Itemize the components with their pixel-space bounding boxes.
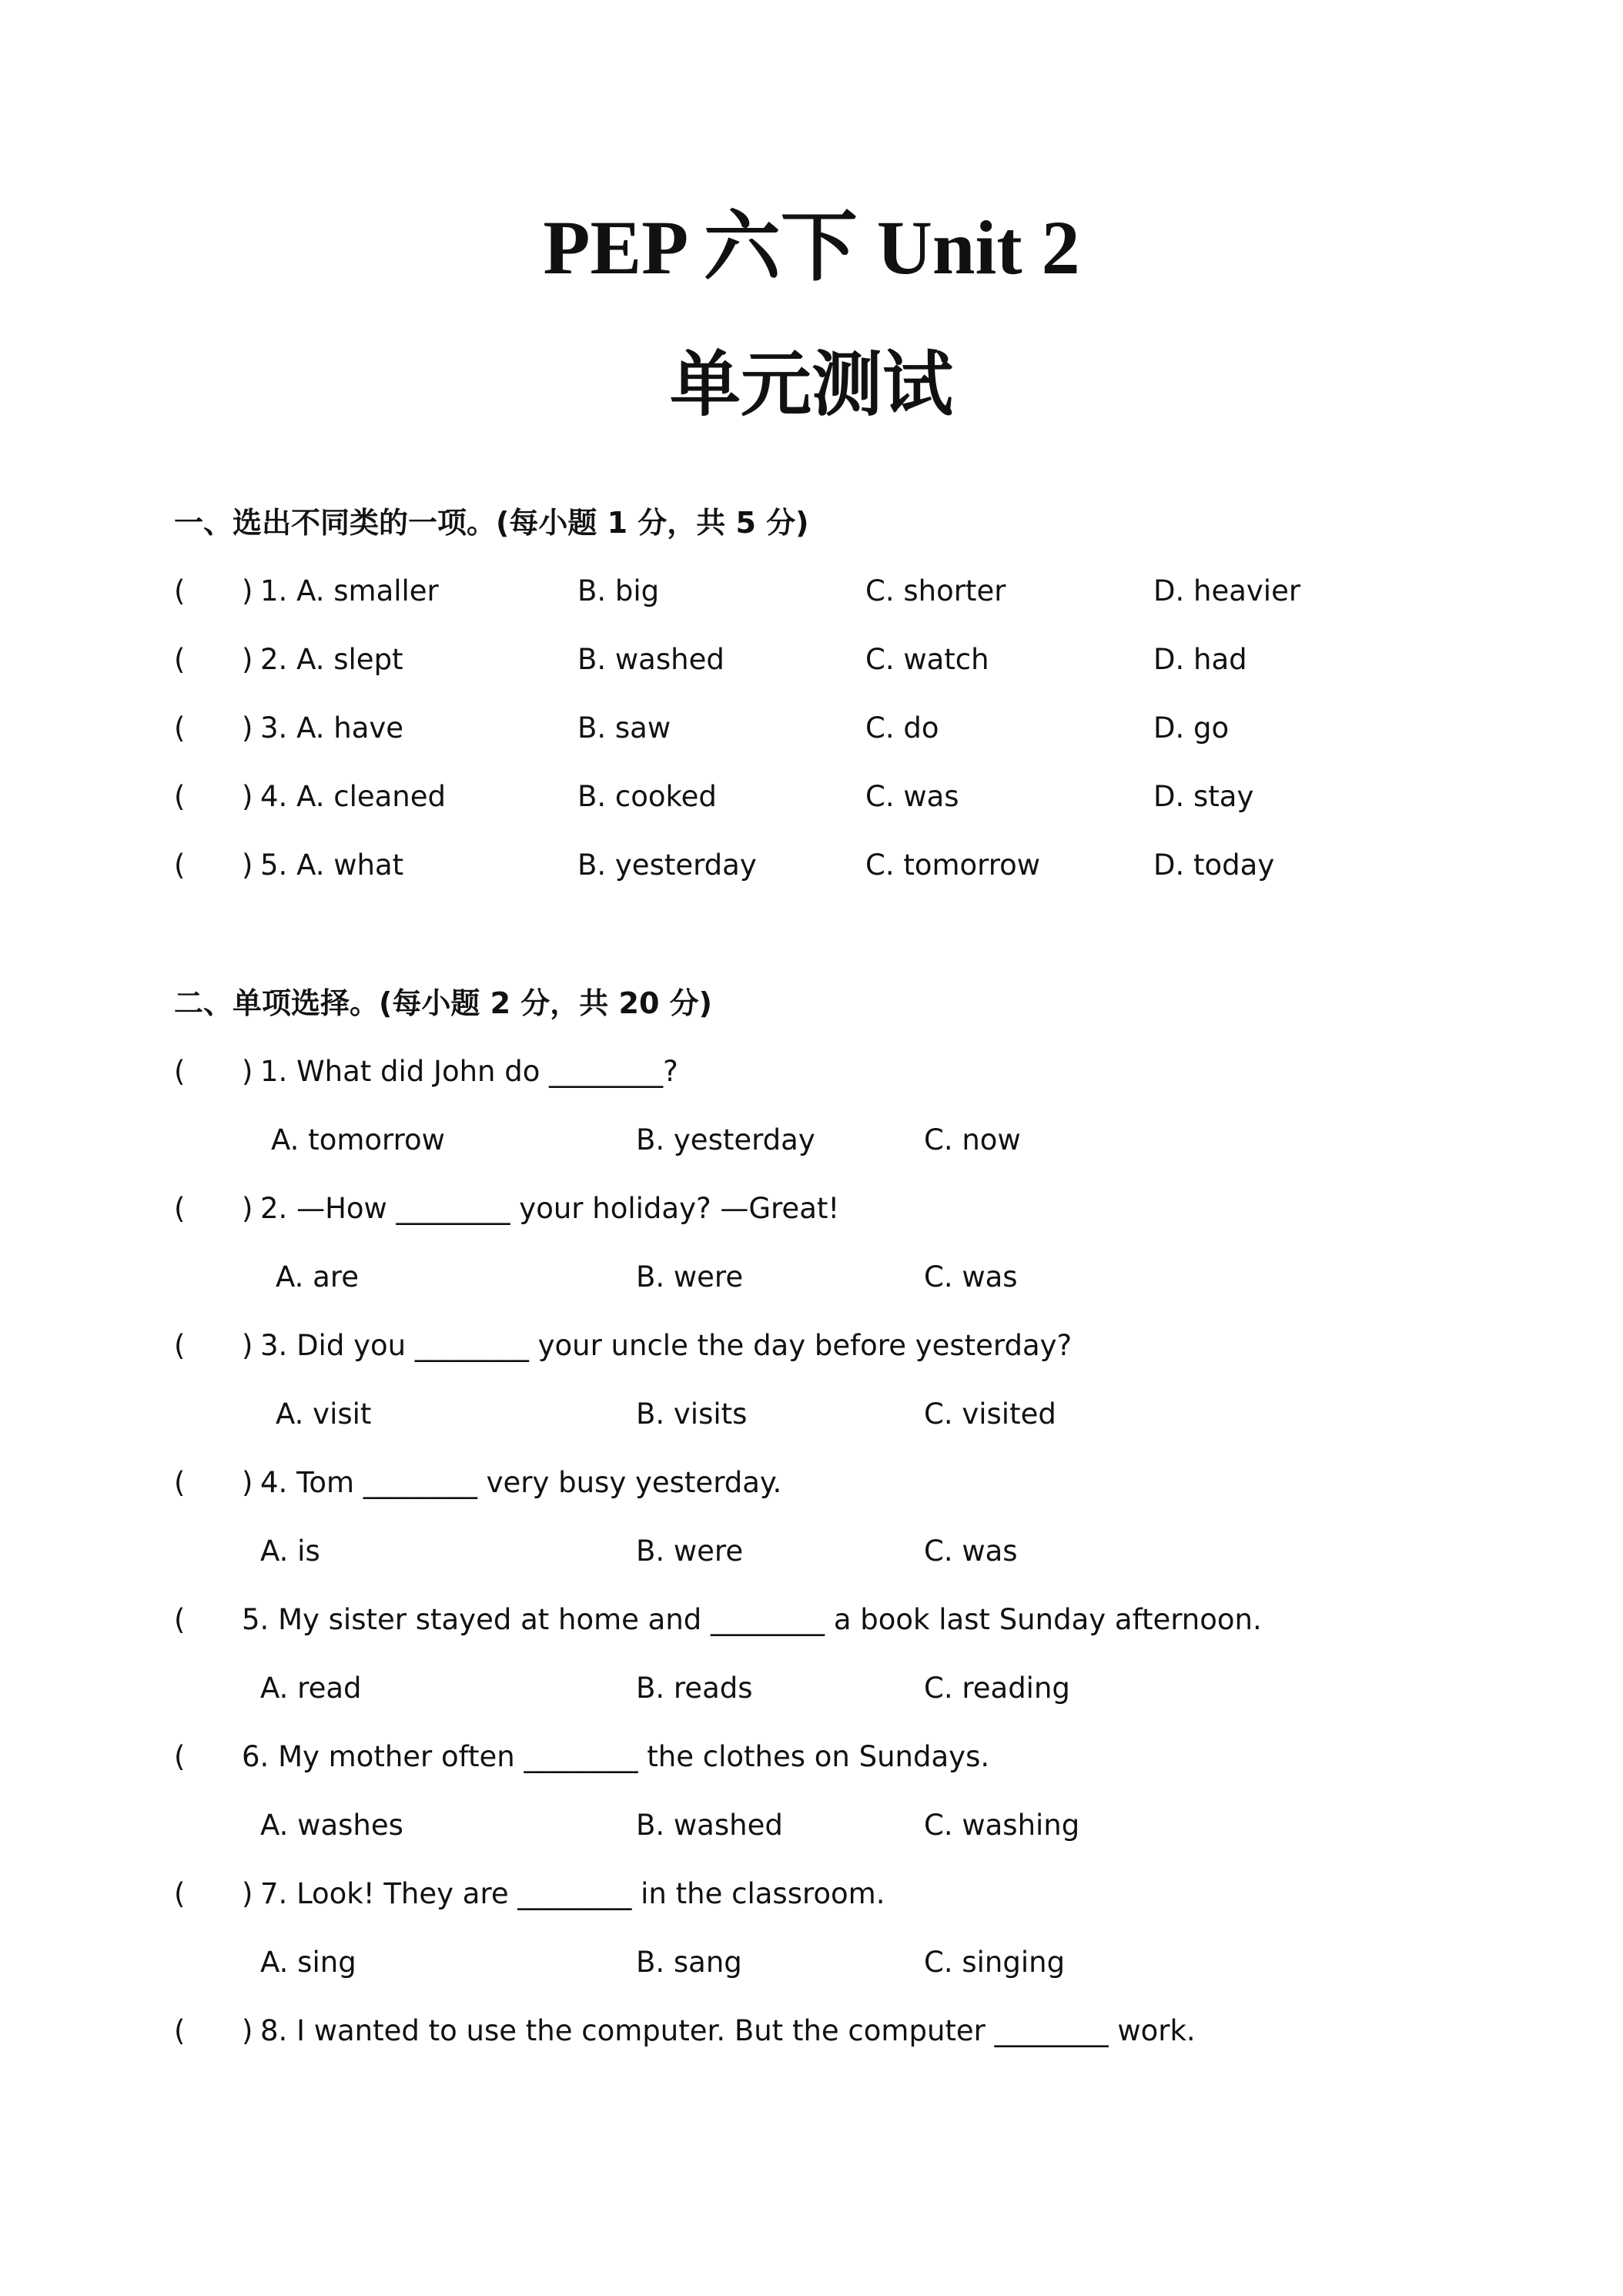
s2-question-3 [0,1324,1623,1367]
option-b: B. washed [577,643,724,676]
option-c: C. tomorrow [865,848,1041,882]
answer-paren-right: ) [242,711,253,745]
s1-question-3 [0,707,1623,750]
answer-paren-right: ) [242,643,253,676]
answer-paren-right: ) [242,1466,253,1499]
s2-options-2 [0,1256,1623,1299]
question-stem: 3. Did you ________ your uncle the day before yesterday? [260,1329,1073,1362]
s2-question-6 [0,1735,1623,1779]
answer-paren-right: ) [242,780,253,813]
s2-question-8 [0,2010,1623,2053]
option-a: A. is [260,1535,320,1568]
answer-paren-left: ( [174,780,186,813]
answer-paren-left: ( [174,1329,186,1362]
option-b: B. big [577,574,660,607]
answer-paren-left: ( [174,574,186,607]
s2-question-4 [0,1461,1623,1504]
option-a: 3. A. have [260,711,404,745]
s2-options-6 [0,1804,1623,1847]
question-stem: 7. Look! They are ________ in the classroom. [260,1877,885,1910]
option-b: B. reads [636,1672,753,1705]
s2-options-7 [0,1941,1623,1984]
option-c: C. was [924,1535,1018,1568]
question-stem: 1. What did John do ________? [260,1055,678,1088]
s2-options-1 [0,1119,1623,1162]
answer-paren-left: ( [174,1877,186,1910]
answer-paren-right: ) [242,1055,253,1088]
option-a: A. washes [260,1809,403,1842]
option-c: C. was [865,780,959,813]
option-a: A. visit [276,1397,372,1431]
answer-paren-left: ( [174,643,186,676]
answer-paren-right: ) [242,1877,253,1910]
option-b: B. sang [636,1946,742,1979]
question-stem: 5. My sister stayed at home and ________ a book last Sunday afternoon. [242,1603,1262,1636]
option-a: 2. A. slept [260,643,403,676]
question-stem: 2. —How ________ your holiday? —Great! [260,1192,840,1225]
option-c: C. watch [865,643,989,676]
option-b: B. cooked [577,780,717,813]
s2-question-2 [0,1187,1623,1230]
option-c: C. shorter [865,574,1006,607]
answer-paren-left: ( [174,2014,186,2047]
answer-paren-left: ( [174,1603,186,1636]
option-b: B. washed [636,1809,783,1842]
answer-paren-right: ) [242,2014,253,2047]
page-subtitle: 单元测试 [669,343,953,426]
option-b: B. yesterday [636,1123,815,1156]
answer-paren-left: ( [174,848,186,882]
answer-paren-left: ( [174,711,186,745]
option-c: C. washing [924,1809,1080,1842]
option-a: 4. A. cleaned [260,780,447,813]
option-a: A. sing [260,1946,356,1979]
answer-paren-right: ) [242,1329,253,1362]
answer-paren-right: ) [242,1192,253,1225]
question-stem: 6. My mother often ________ the clothes on Sundays. [242,1740,990,1773]
option-c: C. now [924,1123,1021,1156]
option-a: 5. A. what [260,848,404,882]
option-b: B. visits [636,1397,748,1431]
option-a: A. read [260,1672,362,1705]
answer-paren-right: ) [242,848,253,882]
answer-paren-left: ( [174,1466,186,1499]
option-c: C. was [924,1260,1018,1294]
section-1-heading: 一、选出不同类的一项。(每小题 1 分，共 5 分) [174,506,809,540]
option-a: 1. A. smaller [260,574,439,607]
option-b: B. yesterday [577,848,757,882]
option-d: D. go [1153,711,1230,745]
s1-question-4 [0,775,1623,818]
option-c: C. visited [924,1397,1056,1431]
s2-options-5 [0,1667,1623,1710]
option-d: D. today [1153,848,1275,882]
option-b: B. were [636,1535,744,1568]
option-d: D. had [1153,643,1247,676]
s1-question-2 [0,638,1623,681]
answer-paren-right: ) [242,574,253,607]
s2-question-5 [0,1598,1623,1642]
option-d: D. heavier [1153,574,1301,607]
section-2-heading: 二、单项选择。(每小题 2 分，共 20 分) [174,986,712,1020]
option-b: B. were [636,1260,744,1294]
question-stem: 4. Tom ________ very busy yesterday. [260,1466,782,1499]
s1-question-1 [0,570,1623,613]
s2-options-4 [0,1530,1623,1573]
answer-paren-left: ( [174,1055,186,1088]
option-c: C. singing [924,1946,1066,1979]
s2-options-3 [0,1393,1623,1436]
option-b: B. saw [577,711,671,745]
page-title: PEP 六下 Unit 2 [543,205,1080,290]
question-stem: 8. I wanted to use the computer. But the computer ________ work. [260,2014,1196,2047]
option-a: A. tomorrow [271,1123,445,1156]
s2-question-7 [0,1873,1623,1916]
s2-question-1 [0,1050,1623,1093]
answer-paren-left: ( [174,1192,186,1225]
option-c: C. reading [924,1672,1070,1705]
option-d: D. stay [1153,780,1254,813]
answer-paren-left: ( [174,1740,186,1773]
option-a: A. are [276,1260,360,1294]
s1-question-5 [0,844,1623,887]
option-c: C. do [865,711,939,745]
